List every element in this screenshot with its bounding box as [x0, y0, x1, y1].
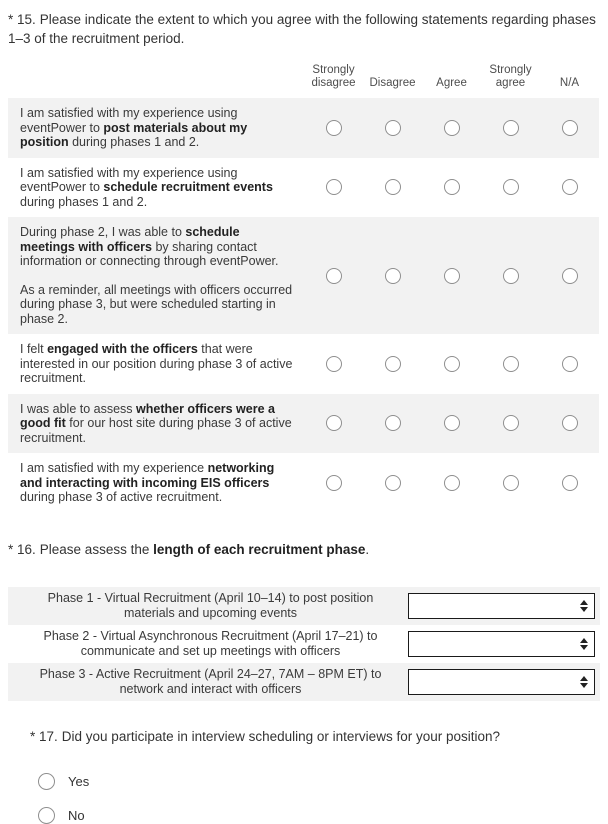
select-spinner-icon — [580, 600, 588, 612]
q15-radio-button[interactable] — [444, 356, 460, 372]
q15-radio-cell — [363, 98, 422, 158]
q15-column-header-na: N/A — [559, 77, 580, 89]
spinner-up-arrow-icon — [580, 676, 588, 681]
q15-radio-button[interactable] — [385, 415, 401, 431]
q15-radio-cell — [481, 98, 540, 158]
q15-radio-button[interactable] — [326, 120, 342, 136]
q15-radio-button[interactable] — [562, 268, 578, 284]
q16-phase-label: Phase 1 - Virtual Recruitment (April 10–14) to post position materials and upcoming events — [47, 590, 374, 620]
question-16-text-post: . — [365, 541, 370, 557]
q15-radio-button[interactable] — [562, 415, 578, 431]
q15-matrix-row — [8, 217, 599, 334]
q15-radio-button[interactable] — [444, 120, 460, 136]
q15-radio-cell — [304, 98, 363, 158]
q15-radio-cell — [304, 158, 363, 218]
q17-option-no[interactable] — [38, 807, 600, 824]
q16-phase-row — [8, 587, 600, 625]
q15-row-statement: I was able to assess whether officers were a good fit for our host site during phase 3 of active recruitment. — [20, 401, 292, 445]
q15-radio-button[interactable] — [503, 356, 519, 372]
q15-row-statement: I am satisfied with my experience using eventPower to schedule recruitment events during phases 1 and 2. — [20, 165, 273, 209]
q15-radio-button[interactable] — [444, 415, 460, 431]
q16-length-select[interactable] — [408, 631, 595, 657]
spinner-down-arrow-icon — [580, 683, 588, 688]
q15-matrix-row — [8, 158, 599, 218]
q15-radio-cell — [304, 453, 363, 513]
q15-matrix-row — [8, 98, 599, 158]
q15-radio-button[interactable] — [444, 475, 460, 491]
q15-radio-button[interactable] — [385, 179, 401, 195]
q15-matrix-row — [8, 334, 599, 394]
q15-row-statement: I felt engaged with the officers that were interested in our position during phase 3 of active recruitment. — [20, 342, 293, 385]
q17-yes-radio-button[interactable] — [38, 773, 55, 790]
q15-radio-cell — [540, 217, 599, 334]
question-17-number: * 17. — [30, 728, 58, 744]
q15-radio-cell — [540, 98, 599, 158]
q15-radio-cell — [363, 158, 422, 218]
q15-radio-button[interactable] — [444, 179, 460, 195]
q15-radio-button[interactable] — [562, 475, 578, 491]
q16-phase-table — [8, 587, 600, 701]
q16-length-select[interactable] — [408, 593, 595, 619]
q17-option-no-label: No — [68, 807, 85, 823]
q15-radio-button[interactable] — [326, 356, 342, 372]
q15-radio-button[interactable] — [503, 268, 519, 284]
q15-column-header-disagree: Disagree — [369, 77, 416, 89]
q15-row-statement: During phase 2, I was able to schedule meetings with officers by sharing contact information or connecting through eventPower. As a reminder, all meetings with officers occurred during phase 3, but were scheduled starting in phase 2. — [20, 225, 293, 326]
q16-phase-label: Phase 2 - Virtual Asynchronous Recruitment (April 17–21) to communicate and set up meetings with officers — [43, 628, 378, 658]
q15-matrix-body — [8, 98, 599, 513]
q15-radio-cell — [481, 158, 540, 218]
q15-radio-cell — [422, 334, 481, 394]
question-16-number: * 16. — [8, 541, 36, 557]
question-17 — [8, 727, 600, 824]
select-spinner-icon — [580, 676, 588, 688]
q15-radio-cell — [304, 334, 363, 394]
q16-phase-label: Phase 3 - Active Recruitment (April 24–27, 7AM – 8PM ET) to network and interact with officers — [39, 666, 382, 696]
question-15 — [8, 10, 600, 513]
question-17-title — [30, 727, 600, 746]
q15-radio-button[interactable] — [562, 356, 578, 372]
q15-radio-button[interactable] — [503, 475, 519, 491]
q16-phase-row — [8, 625, 600, 663]
q15-radio-cell — [422, 217, 481, 334]
q15-radio-cell — [422, 158, 481, 218]
q15-radio-cell — [363, 217, 422, 334]
q15-radio-button[interactable] — [326, 475, 342, 491]
q15-radio-button[interactable] — [326, 415, 342, 431]
q15-radio-cell — [422, 98, 481, 158]
spinner-up-arrow-icon — [580, 638, 588, 643]
q15-column-header-strongly-agree: Strongly agree — [489, 64, 532, 89]
q15-radio-cell — [481, 453, 540, 513]
spinner-down-arrow-icon — [580, 607, 588, 612]
q16-length-select[interactable] — [408, 669, 595, 695]
q15-radio-cell — [481, 394, 540, 454]
spinner-up-arrow-icon — [580, 600, 588, 605]
question-16 — [8, 540, 600, 701]
q15-radio-button[interactable] — [503, 120, 519, 136]
q15-radio-cell — [540, 334, 599, 394]
q15-radio-cell — [540, 453, 599, 513]
q15-radio-button[interactable] — [503, 179, 519, 195]
q15-radio-cell — [540, 394, 599, 454]
q15-radio-button[interactable] — [385, 356, 401, 372]
question-16-text-pre: Please assess the — [39, 541, 154, 557]
q15-matrix-header — [8, 64, 599, 98]
q15-row-statement: I am satisfied with my experience using eventPower to post materials about my position during phases 1 and 2. — [20, 106, 248, 149]
q15-matrix-table — [8, 64, 599, 513]
q15-radio-button[interactable] — [385, 268, 401, 284]
question-17-text: Did you participate in interview scheduling or interviews for your position? — [61, 728, 500, 744]
question-16-text-bold: length of each recruitment phase — [153, 541, 366, 557]
q15-radio-cell — [422, 394, 481, 454]
q15-radio-button[interactable] — [385, 475, 401, 491]
q15-radio-cell — [422, 453, 481, 513]
q17-option-yes-label: Yes — [68, 773, 90, 789]
q15-column-header-strongly-disagree: Strongly disagree — [311, 64, 356, 89]
q15-radio-cell — [304, 394, 363, 454]
q15-column-header-agree: Agree — [436, 77, 467, 89]
q15-row-statement: I am satisfied with my experience networking and interacting with incoming EIS officers during phase 3 of active recruitment. — [20, 461, 275, 504]
q15-matrix-row — [8, 394, 599, 454]
q15-radio-cell — [481, 334, 540, 394]
q15-radio-cell — [481, 217, 540, 334]
q15-radio-cell — [363, 394, 422, 454]
q15-radio-button[interactable] — [326, 268, 342, 284]
spinner-down-arrow-icon — [580, 645, 588, 650]
q15-matrix-row — [8, 453, 599, 513]
q17-no-radio-button[interactable] — [38, 807, 55, 824]
q15-radio-button[interactable] — [562, 120, 578, 136]
q15-radio-cell — [540, 158, 599, 218]
q16-phase-row — [8, 663, 600, 701]
q15-radio-cell — [304, 217, 363, 334]
select-spinner-icon — [580, 638, 588, 650]
question-15-text: Please indicate the extent to which you agree with the following statements regarding phases 1–3 of the recruitment period. — [8, 12, 596, 46]
q17-option-yes[interactable] — [38, 773, 600, 790]
q15-radio-cell — [363, 334, 422, 394]
q15-radio-button[interactable] — [562, 179, 578, 195]
q15-radio-button[interactable] — [444, 268, 460, 284]
q15-radio-button[interactable] — [326, 179, 342, 195]
question-15-title — [8, 10, 600, 48]
question-16-title — [8, 540, 600, 559]
question-15-number: * 15. — [8, 12, 36, 27]
q15-radio-cell — [363, 453, 422, 513]
q15-radio-button[interactable] — [503, 415, 519, 431]
q15-radio-button[interactable] — [385, 120, 401, 136]
